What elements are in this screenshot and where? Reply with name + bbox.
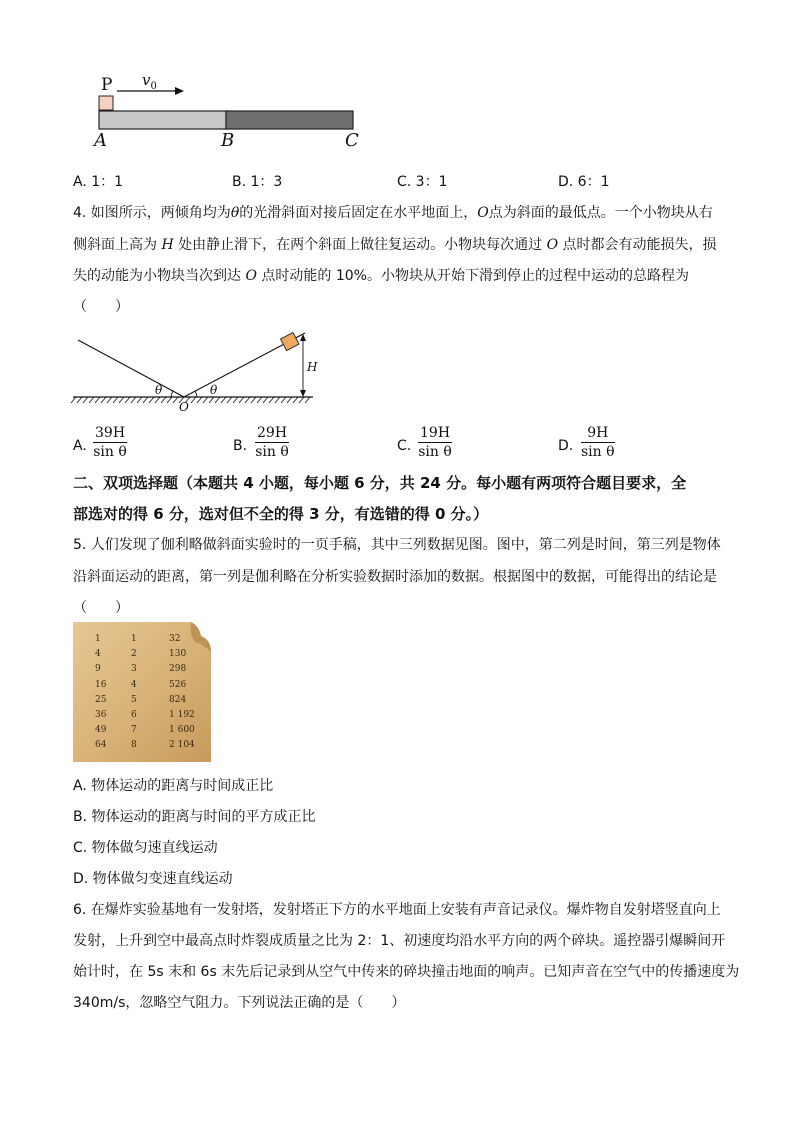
hatch-mark bbox=[239, 397, 244, 403]
q4-option-b-frac[interactable] bbox=[255, 425, 289, 460]
hatch-mark bbox=[305, 397, 310, 403]
hatch-mark bbox=[209, 397, 214, 403]
hatch-mark bbox=[161, 397, 166, 403]
hatch-mark bbox=[233, 397, 238, 403]
hatch-mark bbox=[149, 397, 154, 403]
manuscript-col2-cell: 6 bbox=[131, 710, 137, 720]
hatch-mark bbox=[107, 397, 112, 403]
manuscript-col2-cell: 4 bbox=[131, 679, 137, 690]
manuscript-col2-cell: 8 bbox=[131, 740, 137, 751]
hatch-mark bbox=[77, 397, 82, 403]
manuscript-col1-cell: 25 bbox=[95, 694, 107, 705]
q6-line-3: 始计时，在 5s 末和 6s 末先后记录到从空气中传来的碎块撞击地面的响声。已知声音在空气中的传播速度为 bbox=[73, 964, 740, 980]
figure-inclines bbox=[70, 325, 320, 415]
q5-line-1: 5. 人们发现了伽利略做斜面实验时的一页手稿，其中三列数据见图。图中，第二列是时间，第三列是物体 bbox=[73, 537, 721, 553]
q5-line-2: 沿斜面运动的距离，第一列是伽利略在分析实验数据时添加的数据。根据图中的数据，可能得出的结论是 bbox=[73, 569, 717, 585]
manuscript-col2-cell: 2 bbox=[131, 649, 137, 660]
label-v-main: v bbox=[142, 71, 151, 89]
q4-line-2 bbox=[73, 235, 717, 255]
q4-option-c-num: 19H bbox=[420, 425, 451, 441]
label-v bbox=[142, 71, 157, 92]
hatch-mark bbox=[275, 397, 280, 403]
q4-option-c-den: sin θ bbox=[418, 444, 452, 460]
q4-o-2: O bbox=[546, 237, 559, 253]
manuscript-col1-cell: 36 bbox=[95, 710, 107, 720]
manuscript-col1-cell: 9 bbox=[95, 664, 101, 675]
hatch-mark bbox=[95, 397, 100, 403]
q4-line-1 bbox=[73, 203, 713, 223]
manuscript-col3-cell: 130 bbox=[169, 649, 187, 660]
hatch-mark bbox=[257, 397, 262, 403]
q4-option-a-den: sin θ bbox=[93, 444, 127, 460]
q4-option-d-num: 9H bbox=[581, 425, 615, 443]
hatch-mark bbox=[203, 397, 208, 403]
q4-line-1-mid: 的光滑斜面对接后固定在水平地面上， bbox=[239, 205, 478, 221]
manuscript-col2-cell: 5 bbox=[131, 694, 137, 705]
q4-option-a-letter[interactable]: A. bbox=[73, 438, 87, 454]
hatch-mark bbox=[215, 397, 220, 403]
manuscript-col2-cell: 7 bbox=[131, 725, 137, 736]
label-b: B bbox=[221, 130, 235, 151]
manuscript-col3-cell: 824 bbox=[169, 694, 187, 705]
manuscript-col3-cell: 1 600 bbox=[169, 725, 195, 736]
hatch-mark bbox=[245, 397, 250, 403]
section-2-heading-line-1: 二、双项选择题（本题共 4 小题，每小题 6 分，共 24 分。每小题有两项符合题目要求，全 bbox=[73, 474, 687, 492]
hatch-mark bbox=[281, 397, 286, 403]
manuscript-col1-cell: 4 bbox=[95, 649, 101, 660]
q4-option-a-frac[interactable] bbox=[93, 425, 127, 460]
fig-h-label: H bbox=[307, 360, 318, 374]
q4-option-c-frac[interactable] bbox=[418, 425, 452, 460]
angle-arc-right bbox=[195, 391, 197, 397]
label-a: A bbox=[94, 130, 107, 151]
hatch-mark bbox=[299, 397, 304, 403]
hatch-mark bbox=[293, 397, 298, 403]
q3-option-a[interactable]: A. 1：1 bbox=[73, 174, 124, 190]
hatch-mark bbox=[287, 397, 292, 403]
label-c: C bbox=[345, 130, 359, 151]
q4-line-2-pre: 侧斜面上高为 bbox=[73, 237, 162, 253]
q4-answer-paren: （ ） bbox=[73, 299, 129, 315]
q4-line-1-post: 点为斜面的最低点。一个小物块从右 bbox=[488, 205, 713, 221]
hatch-mark bbox=[125, 397, 130, 403]
manuscript-col1-cell: 1 bbox=[95, 634, 101, 644]
manuscript-col3-cell: 298 bbox=[169, 664, 187, 675]
block-p bbox=[99, 96, 113, 110]
q4-o-1: O bbox=[477, 205, 489, 221]
hatch-mark bbox=[89, 397, 94, 403]
q4-line-3-post: 点时动能的 10%。小物块从开始下滑到停止的过程中运动的总路程为 bbox=[256, 268, 689, 284]
hatch-mark bbox=[113, 397, 118, 403]
q4-option-c-letter[interactable]: C. bbox=[397, 438, 412, 454]
fig-o-label: O bbox=[179, 400, 189, 414]
q4-line-3-pre: 失的动能为小物块当次到达 bbox=[73, 268, 246, 284]
hatch-mark bbox=[143, 397, 148, 403]
section-2-heading-line-2: 部选对的得 6 分，选对但不全的得 3 分，有选错的得 0 分。） bbox=[73, 505, 489, 523]
q6-line-1: 6. 在爆炸实验基地有一发射塔，发射塔正下方的水平地面上安装有声音记录仪。爆炸物自发射塔竖直向上 bbox=[73, 902, 721, 918]
manuscript-col2-cell: 3 bbox=[131, 664, 137, 675]
manuscript-col2-cell: 1 bbox=[131, 634, 137, 644]
q4-option-d-frac[interactable] bbox=[581, 425, 615, 460]
q4-line-1-pre: 4. 如图所示，两倾角均为 bbox=[73, 205, 231, 221]
block-on-incline bbox=[281, 333, 299, 351]
hatch-mark bbox=[71, 397, 76, 403]
height-arrow-bottom bbox=[300, 390, 306, 397]
hatch-mark bbox=[173, 397, 178, 403]
q4-option-d-letter[interactable]: D. bbox=[558, 438, 574, 454]
fig-theta-right: θ bbox=[210, 383, 218, 397]
q3-option-b[interactable]: B. 1：3 bbox=[232, 174, 283, 190]
q4-option-b-den: sin θ bbox=[255, 444, 289, 460]
bar-segment-bc bbox=[226, 111, 353, 129]
hatch-mark bbox=[251, 397, 256, 403]
hatch-mark bbox=[191, 397, 196, 403]
angle-arc-left bbox=[171, 391, 173, 397]
hatch-mark bbox=[83, 397, 88, 403]
q4-option-d-den: sin θ bbox=[581, 444, 615, 460]
hatch-mark bbox=[131, 397, 136, 403]
manuscript-col3-cell: 32 bbox=[169, 634, 181, 644]
manuscript-col1-cell: 49 bbox=[95, 725, 107, 736]
q6-line-4: 340m/s，忽略空气阻力。下列说法正确的是（ ） bbox=[73, 995, 406, 1011]
velocity-arrowhead bbox=[175, 87, 184, 95]
q4-option-b-num: 29H bbox=[257, 425, 288, 441]
hatch-mark bbox=[227, 397, 232, 403]
ground-hatching bbox=[71, 397, 310, 403]
q4-line-2-mid: 处由静止滑下，在两个斜面上做往复运动。小物块每次通过 bbox=[173, 237, 547, 253]
left-incline bbox=[78, 340, 184, 397]
manuscript-col3-cell: 526 bbox=[169, 679, 187, 690]
hatch-mark bbox=[221, 397, 226, 403]
q5-option-b[interactable]: B. 物体运动的距离与时间的平方成正比 bbox=[73, 809, 316, 825]
q5-option-c[interactable]: C. 物体做匀速直线运动 bbox=[73, 840, 218, 856]
q3-option-d[interactable]: D. 6：1 bbox=[558, 174, 610, 190]
q4-option-a-num: 39H bbox=[95, 425, 126, 441]
manuscript-col1-cell: 16 bbox=[95, 679, 107, 690]
hatch-mark bbox=[137, 397, 142, 403]
q4-o-3: O bbox=[245, 268, 257, 284]
q4-theta: θ bbox=[230, 205, 240, 221]
manuscript-col3-cell: 2 104 bbox=[169, 740, 195, 751]
q3-option-c[interactable]: C. 3：1 bbox=[397, 174, 448, 190]
label-p: P bbox=[101, 75, 113, 95]
q4-line-3 bbox=[73, 266, 689, 286]
q4-h: H bbox=[161, 237, 174, 253]
label-v-sub: 0 bbox=[150, 81, 157, 92]
q4-line-2-post: 点时都会有动能损失，损 bbox=[558, 237, 717, 253]
fig-theta-left: θ bbox=[155, 383, 163, 397]
hatch-mark bbox=[269, 397, 274, 403]
hatch-mark bbox=[155, 397, 160, 403]
bar-segment-ab bbox=[99, 111, 226, 129]
galileo-manuscript-image bbox=[73, 622, 213, 762]
q5-option-d[interactable]: D. 物体做匀变速直线运动 bbox=[73, 871, 233, 887]
q5-option-a[interactable]: A. 物体运动的距离与时间成正比 bbox=[73, 778, 274, 794]
manuscript-col1-cell: 64 bbox=[95, 740, 107, 751]
hatch-mark bbox=[263, 397, 268, 403]
hatch-mark bbox=[119, 397, 124, 403]
hatch-mark bbox=[197, 397, 202, 403]
hatch-mark bbox=[101, 397, 106, 403]
q6-line-2: 发射，上升到空中最高点时炸裂成质量之比为 2：1、初速度均沿水平方向的两个碎块。遥控器引爆瞬间开 bbox=[73, 933, 726, 949]
q5-answer-paren: （ ） bbox=[73, 600, 129, 616]
q4-option-b-letter[interactable]: B. bbox=[233, 438, 248, 454]
manuscript-col3-cell: 1 192 bbox=[169, 710, 195, 720]
hatch-mark bbox=[167, 397, 172, 403]
